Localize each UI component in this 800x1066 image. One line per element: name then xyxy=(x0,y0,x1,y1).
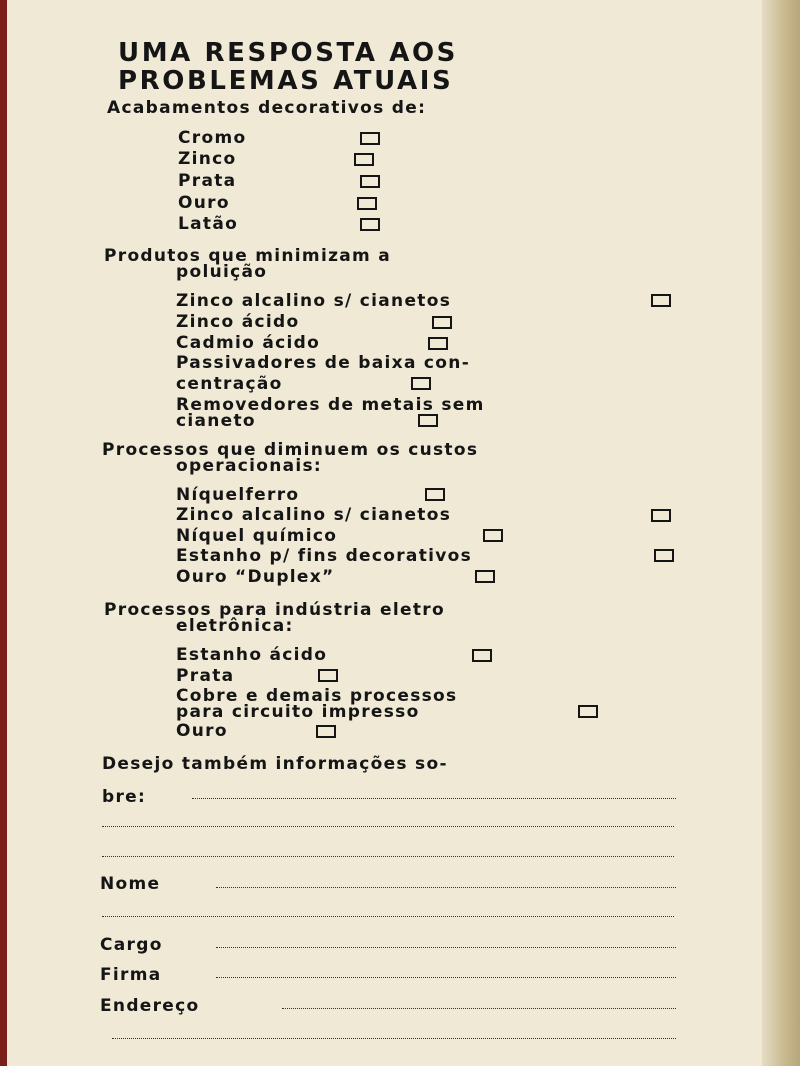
checkbox-ouro-2[interactable] xyxy=(316,725,336,738)
checkbox-ouro-duplex[interactable] xyxy=(475,570,495,583)
option-label-cobre: Cobre e demais processos xyxy=(176,686,458,706)
option-label-cromo: Cromo xyxy=(178,128,247,148)
checkbox-zinco-alcalino[interactable] xyxy=(651,294,671,307)
section-heading-pollution-line-2: poluição xyxy=(176,262,268,282)
checkbox-zinco-acido[interactable] xyxy=(432,316,452,329)
checkbox-zinco[interactable] xyxy=(354,153,374,166)
endereco-label: Endereço xyxy=(100,996,200,1016)
option-label-zinco-alcalino: Zinco alcalino s/ cianetos xyxy=(176,291,452,311)
option-label-ouro-duplex: Ouro “Duplex” xyxy=(176,567,335,587)
title-line-2: PROBLEMAS ATUAIS xyxy=(118,66,454,96)
nome-field-line-2[interactable] xyxy=(102,916,674,917)
section-heading-costs-line-2: operacionais: xyxy=(176,456,323,476)
option-label-niquel-quimico: Níquel químico xyxy=(176,526,338,546)
option-label-concentracao: centração xyxy=(176,374,283,394)
nome-field[interactable] xyxy=(216,887,676,888)
option-label-circuito: para circuito impresso xyxy=(176,702,420,722)
right-page-edge xyxy=(762,0,800,1066)
option-label-prata-2: Prata xyxy=(176,666,235,686)
checkbox-removedores[interactable] xyxy=(418,414,438,427)
cargo-label: Cargo xyxy=(100,935,163,955)
info-field-line-1[interactable] xyxy=(192,798,676,799)
option-label-prata: Prata xyxy=(178,171,237,191)
section-heading-pollution xyxy=(104,246,554,266)
info-field-line-3[interactable] xyxy=(102,856,674,857)
info-request-text-line-2: bre: xyxy=(102,787,147,807)
checkbox-cromo[interactable] xyxy=(360,132,380,145)
checkbox-niquelferro[interactable] xyxy=(425,488,445,501)
checkbox-prata[interactable] xyxy=(360,175,380,188)
option-label-estanho-decorativos: Estanho p/ fins decorativos xyxy=(176,546,473,566)
firma-label: Firma xyxy=(100,965,162,985)
checkbox-ouro[interactable] xyxy=(357,197,377,210)
firma-field[interactable] xyxy=(216,977,676,978)
option-label-latao: Latão xyxy=(178,214,239,234)
checkbox-passivadores[interactable] xyxy=(411,377,431,390)
checkbox-zinco-alcalino-2[interactable] xyxy=(651,509,671,522)
info-field-line-2[interactable] xyxy=(102,826,674,827)
checkbox-cadmio-acido[interactable] xyxy=(428,337,448,350)
option-label-zinco-acido: Zinco ácido xyxy=(176,312,300,332)
checkbox-prata-2[interactable] xyxy=(318,669,338,682)
option-label-ouro-2: Ouro xyxy=(176,721,228,741)
option-label-zinco-alcalino-2: Zinco alcalino s/ cianetos xyxy=(176,505,452,525)
option-label-zinco: Zinco xyxy=(178,149,237,169)
nome-label: Nome xyxy=(100,874,161,894)
option-label-ouro: Ouro xyxy=(178,193,230,213)
checkbox-niquel-quimico[interactable] xyxy=(483,529,503,542)
info-request-text: Desejo também informações so- xyxy=(102,754,448,774)
option-label-passivadores: Passivadores de baixa con- xyxy=(176,353,471,373)
endereco-field[interactable] xyxy=(282,1008,676,1009)
left-edge-border xyxy=(0,0,7,1066)
section-heading-costs: Processos que diminuem os custos xyxy=(102,440,479,460)
checkbox-circuito[interactable] xyxy=(578,705,598,718)
option-label-removedores: Removedores de metais sem xyxy=(176,395,485,415)
option-label-cianeto: cianeto xyxy=(176,411,256,431)
option-label-estanho-acido: Estanho ácido xyxy=(176,645,328,665)
section-heading-electronics-line-2: eletrônica: xyxy=(176,616,294,636)
section-heading-decorative: Acabamentos decorativos de: xyxy=(107,98,427,118)
option-label-cadmio-acido: Cadmio ácido xyxy=(176,333,321,353)
endereco-field-line-2[interactable] xyxy=(112,1038,676,1039)
section-heading-pollution-text: Produtos que minimizam a xyxy=(104,246,392,266)
cargo-field[interactable] xyxy=(216,947,676,948)
title-line-1: UMA RESPOSTA AOS xyxy=(118,38,458,68)
option-label-niquelferro: Níquelferro xyxy=(176,485,300,505)
checkbox-latao[interactable] xyxy=(360,218,380,231)
section-heading-electronics: Processos para indústria eletro xyxy=(104,600,445,620)
checkbox-estanho-decorativos[interactable] xyxy=(654,549,674,562)
checkbox-estanho-acido[interactable] xyxy=(472,649,492,662)
